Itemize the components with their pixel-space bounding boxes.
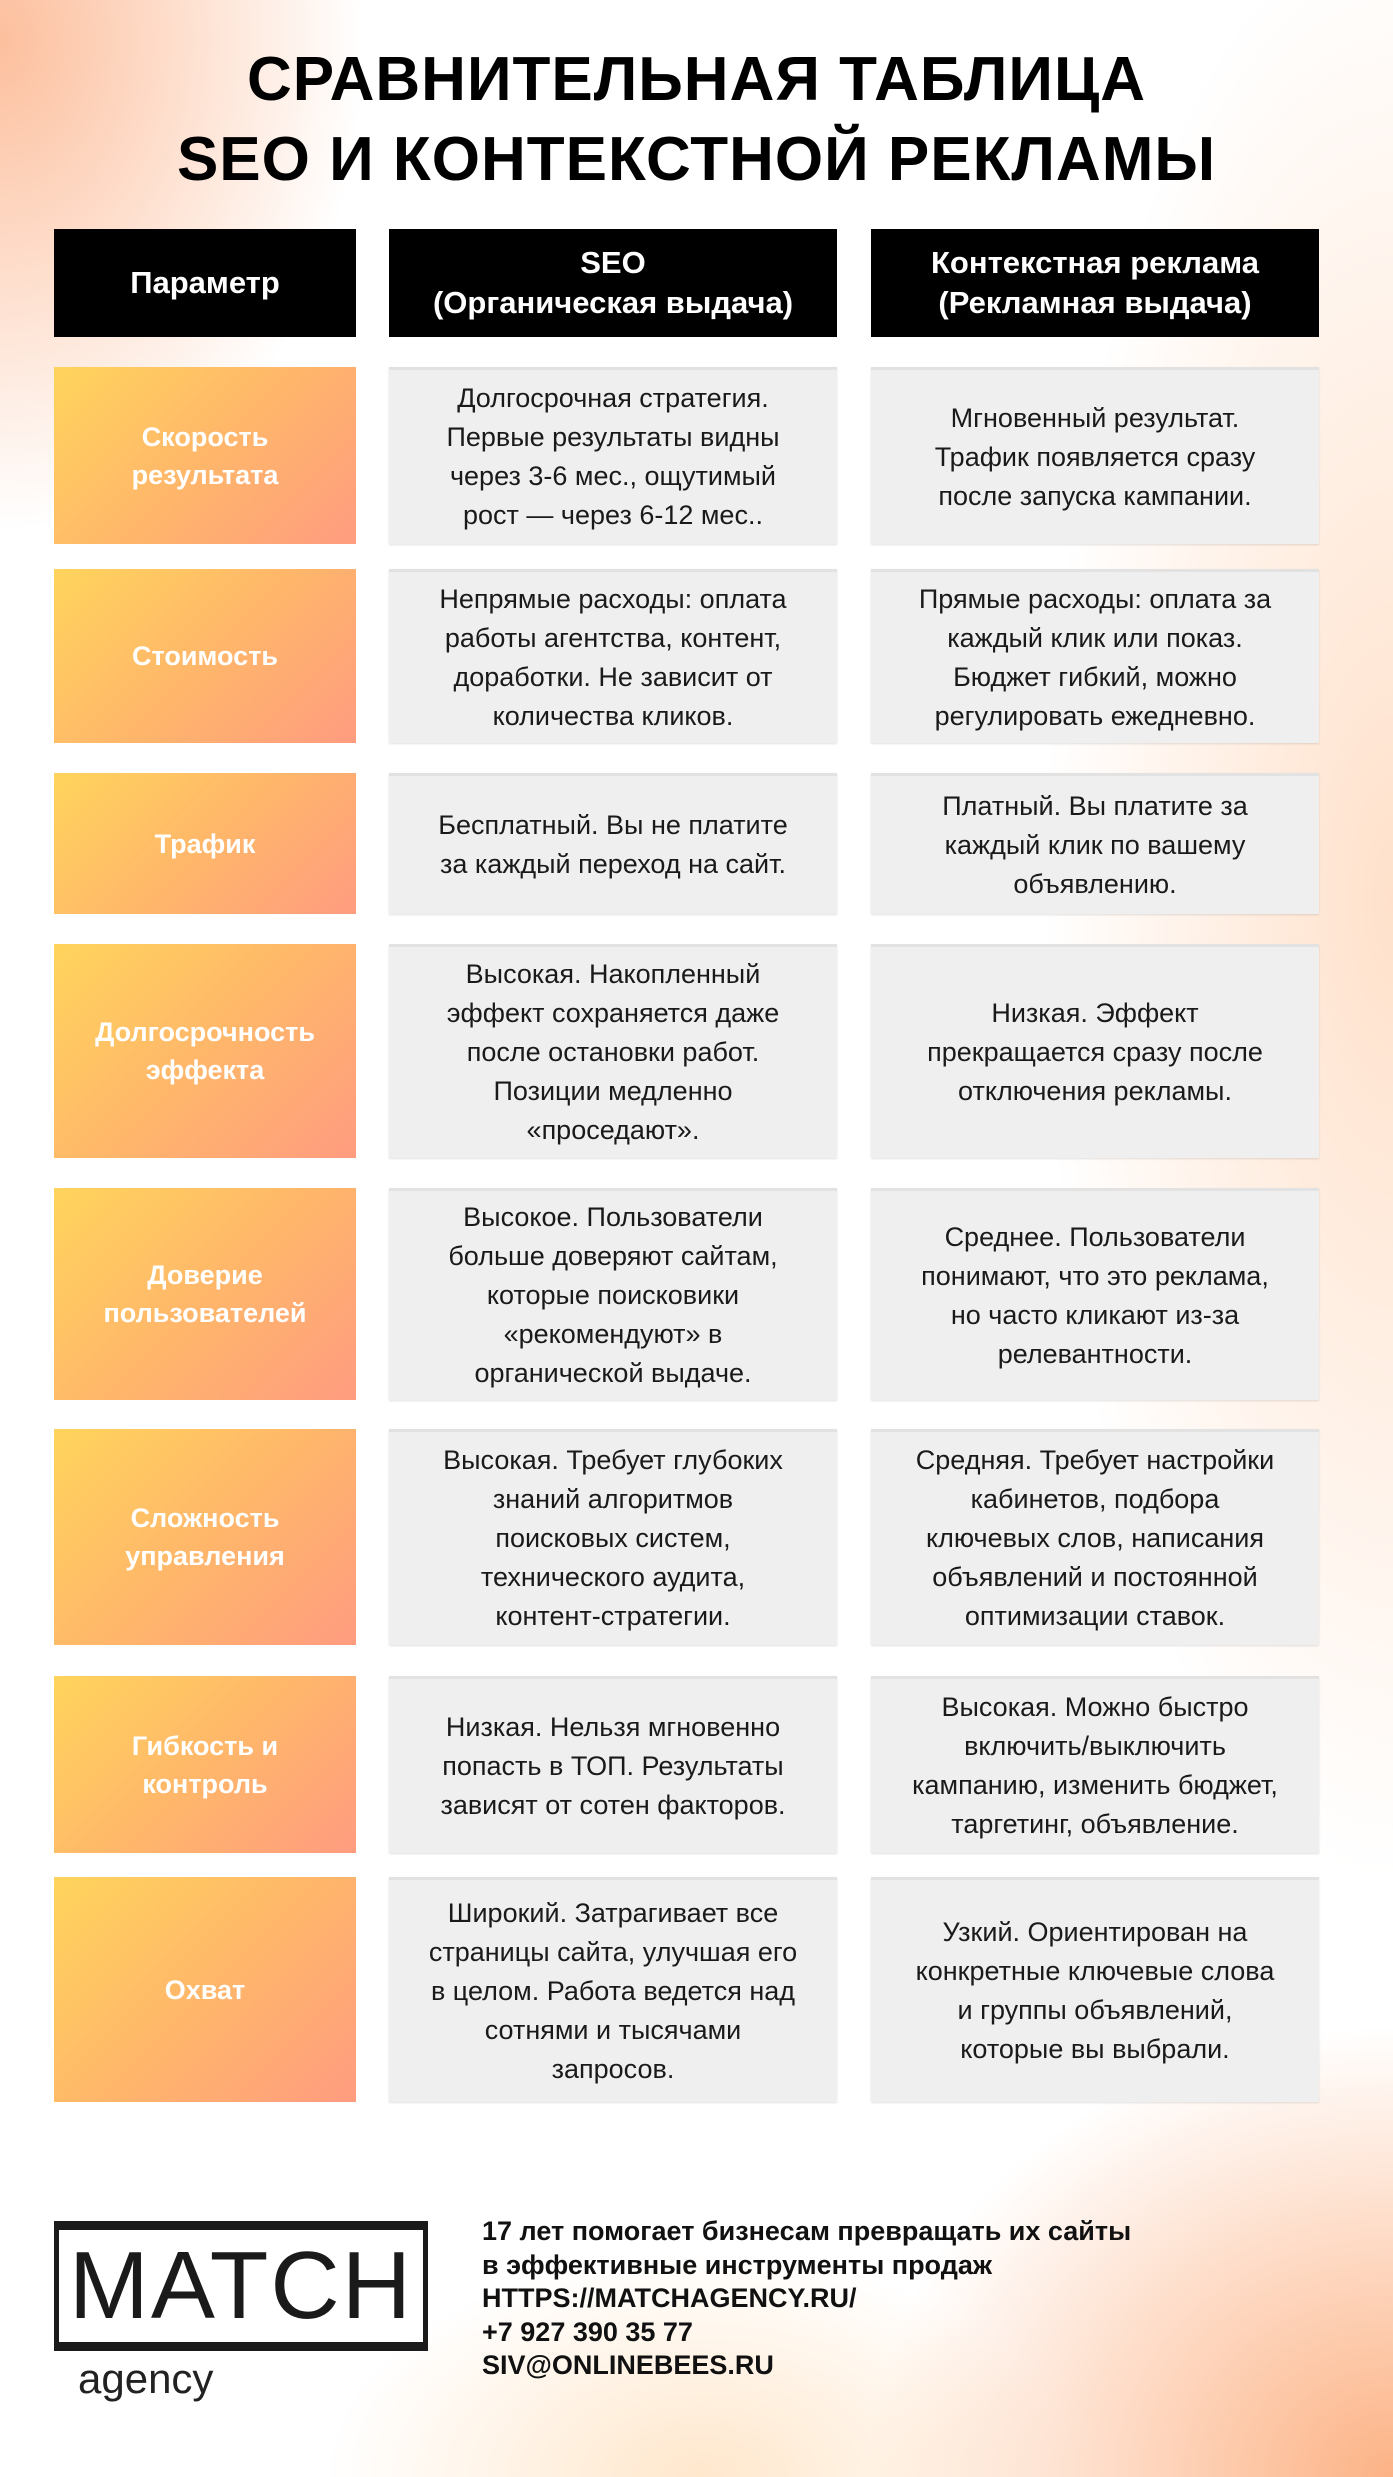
ppc-cell: Узкий. Ориентирован на конкретные ключевые слова и группы объявлений, которые вы выбрали. <box>871 1877 1319 2102</box>
param-cell: Охват <box>54 1877 356 2102</box>
param-cell: Скорость результата <box>54 367 356 544</box>
ppc-cell: Низкая. Эффект прекращается сразу после отключения рекламы. <box>871 944 1319 1158</box>
seo-cell: Непрямые расходы: оплата работы агентства, контент, доработки. Не зависит от количества кликов. <box>389 569 837 743</box>
param-cell: Трафик <box>54 773 356 914</box>
title-line-1: СРАВНИТЕЛЬНАЯ ТАБЛИЦА <box>246 45 1147 114</box>
ppc-cell: Среднее. Пользователи понимают, что это реклама, но часто кликают из-за релевантности. <box>871 1188 1319 1400</box>
phone-number[interactable]: +7 927 390 35 77 <box>482 2316 693 2347</box>
ppc-cell: Платный. Вы платите за каждый клик по вашему объявлению. <box>871 773 1319 914</box>
title-line-2: SEO И КОНТЕКСТНОЙ РЕКЛАМЫ <box>176 125 1217 194</box>
seo-cell: Высокая. Накопленный эффект сохраняется даже после остановки работ. Позиции медленно «проседают». <box>389 944 837 1158</box>
website-link[interactable]: HTTPS://MATCHAGENCY.RU/ <box>482 2283 857 2313</box>
footer-contacts <box>482 2215 1131 2383</box>
seo-cell: Низкая. Нельзя мгновенно попасть в ТОП. Результаты зависят от сотен факторов. <box>389 1676 837 1853</box>
tagline-line-2: в эффективные инструменты продаж <box>482 2249 992 2280</box>
table-row <box>0 1188 1393 1400</box>
logo-text: MATCH <box>68 2232 414 2339</box>
table-row <box>0 773 1393 914</box>
seo-cell: Высокая. Требует глубоких знаний алгоритмов поисковых систем, технического аудита, контент-стратегии. <box>389 1429 837 1645</box>
match-logo <box>54 2221 428 2351</box>
param-cell: Стоимость <box>54 569 356 743</box>
ppc-cell: Высокая. Можно быстро включить/выключить кампанию, изменить бюджет, таргетинг, объявление. <box>871 1676 1319 1853</box>
param-cell: Доверие пользователей <box>54 1188 356 1400</box>
email-link[interactable]: SIV@ONLINEBEES.RU <box>482 2350 774 2380</box>
page-title <box>0 40 1393 200</box>
seo-cell: Долгосрочная стратегия. Первые результаты видны через 3-6 мес., ощутимый рост — через 6-12 мес.. <box>389 367 837 544</box>
table-row <box>0 944 1393 1158</box>
ppc-cell: Мгновенный результат. Трафик появляется сразу после запуска кампании. <box>871 367 1319 544</box>
table-row <box>0 569 1393 743</box>
param-cell: Гибкость и контроль <box>54 1676 356 1853</box>
seo-cell: Высокое. Пользователи больше доверяют сайтам, которые поисковики «рекомендуют» в органической выдаче. <box>389 1188 837 1400</box>
param-cell: Долгосрочность эффекта <box>54 944 356 1158</box>
seo-cell: Широкий. Затрагивает все страницы сайта, улучшая его в целом. Работа ведется над сотнями и тысячами запросов. <box>389 1877 837 2102</box>
table-row <box>0 1676 1393 1853</box>
ppc-cell: Прямые расходы: оплата за каждый клик или показ. Бюджет гибкий, можно регулировать ежедневно. <box>871 569 1319 743</box>
param-cell: Сложность управления <box>54 1429 356 1645</box>
table-row <box>0 367 1393 544</box>
table-row <box>0 1877 1393 2102</box>
logo-subtitle: agency <box>78 2355 214 2402</box>
tagline-line-1: 17 лет помогает бизнесам превращать их сайты <box>482 2216 1132 2246</box>
header-ppc: Контекстная реклама (Рекламная выдача) <box>871 229 1319 337</box>
table-row <box>0 1429 1393 1645</box>
header-param: Параметр <box>54 229 356 337</box>
header-seo: SEO (Органическая выдача) <box>389 229 837 337</box>
ppc-cell: Средняя. Требует настройки кабинетов, подбора ключевых слов, написания объявлений и постоянной оптимизации ставок. <box>871 1429 1319 1645</box>
seo-cell: Бесплатный. Вы не платите за каждый переход на сайт. <box>389 773 837 914</box>
